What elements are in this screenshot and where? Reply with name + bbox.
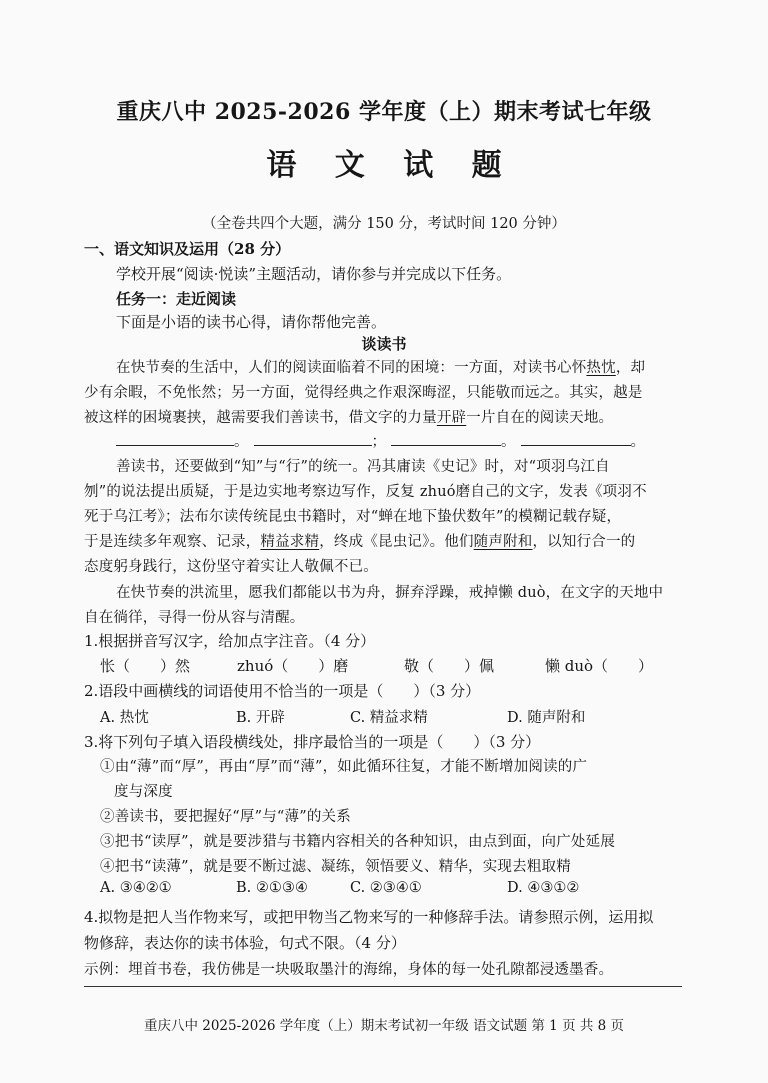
page-footer: 重庆八中 2025-2026 学年度（上）期末考试初一年级 语文试题 第 1 页 共 8 页: [143, 1018, 625, 1034]
article-text: 在快节奏的生活中，人们的阅读面临着不同的困境：一方面，对读书心怀: [116, 360, 587, 376]
article-line: [116, 356, 645, 377]
q1-item: 敬（ ）佩: [404, 657, 495, 675]
exam-title: 重庆八中 2025-2026 学年度（上）期末考试七年级: [116, 99, 652, 125]
q2-option-a[interactable]: A. 热忱: [100, 710, 149, 726]
q3-option-c[interactable]: C. ②③④①: [350, 880, 422, 896]
answer-blank[interactable]: [391, 431, 501, 446]
article-line: 态度躬身践行，这份坚守着实让人敬佩不已。: [84, 559, 378, 575]
q3-sentence: ④把书“读薄”，就是要不断过滤、凝练，领悟要义、精华，实现去粗取精: [100, 859, 571, 875]
answer-blank[interactable]: [116, 431, 234, 446]
article-text: 于是连续多年观察、记录，: [84, 534, 261, 550]
q1-item: zhuó（ ）磨: [237, 657, 349, 675]
punct: 。: [630, 434, 646, 450]
underlined-word: 热忱: [586, 360, 616, 376]
q2-option-c[interactable]: C. 精益求精: [350, 710, 428, 726]
article-line: 死于乌江考》；法布尔读传统昆虫书籍时，对“蝉在地下蛰伏数年”的模糊记载存疑，: [84, 509, 622, 525]
task-intro: 下面是小语的读书心得，请你帮他完善。: [116, 313, 387, 331]
answer-blank[interactable]: [254, 431, 372, 446]
exam-note: （全卷共四个大题，满分 150 分，考试时间 120 分钟）: [202, 216, 566, 232]
q3-option-a[interactable]: A. ③④②①: [100, 880, 172, 896]
article-text: ，终成《昆虫记》。他们: [319, 534, 474, 550]
article-line: [84, 530, 635, 551]
punct: ；: [371, 434, 387, 450]
question-4-stem: 4.拟物是把人当作物来写，或把甲物当乙物来写的一种修辞手法。请参照示例，运用拟: [84, 908, 654, 926]
article-line: 自在徜徉，寻得一份从容与清醒。: [84, 610, 305, 626]
q3-sentence: 度与深度: [114, 784, 173, 800]
article-line: 少有余暇，不免怅然；另一方面，觉得经典之作艰深晦涩，只能敬而远之。其实，越是: [84, 385, 643, 401]
q3-option-b[interactable]: B. ②①③④: [236, 880, 308, 896]
article-line: 善读书，还要做到“知”与“行”的统一。冯其庸读《史记》时，对“项羽乌江自: [116, 459, 610, 475]
underlined-word: 开辟: [436, 410, 467, 426]
answer-line: [84, 986, 682, 987]
underlined-word: 随声附和: [473, 534, 533, 550]
question-4-stem: 物修辞，表达你的读书体验，句式不限。（4 分）: [84, 934, 406, 952]
q2-option-d[interactable]: D. 随声附和: [507, 710, 586, 726]
q3-option-d[interactable]: D. ④③①②: [507, 880, 580, 896]
article-text: 被这样的困境裹挟，越需要我们善读书，借文字的力量: [84, 410, 437, 426]
subject-title: 语 文 试 题: [266, 148, 516, 183]
section-intro: 学校开展“阅读·悦读”主题活动，请你参与并完成以下任务。: [116, 265, 512, 283]
section-heading: 一、语文知识及运用（28 分）: [84, 240, 291, 258]
article-text: ，却: [615, 360, 646, 376]
question-2-stem: 2.语段中画横线的词语使用不恰当的一项是（ ）（3 分）: [84, 682, 481, 700]
q1-item: 怅（ ）然: [100, 657, 191, 675]
underlined-word: 精益求精: [260, 534, 320, 550]
question-3-stem: 3.将下列句子填入语段横线处，排序最恰当的一项是（ ）（3 分）: [84, 733, 541, 751]
answer-blank[interactable]: [521, 431, 631, 446]
q1-item: 懒 duò（ ）: [545, 657, 654, 675]
article-text: 一片自在的阅读天地。: [466, 410, 614, 426]
punct: 。: [501, 434, 516, 450]
article-line: 在快节奏的洪流里，愿我们都能以书为舟，摒弃浮躁，戒掉懒 duò，在文字的天地中: [116, 585, 664, 601]
article-line: 刎”的说法提出质疑，于是边实地考察边写作，反复 zhuó磨自己的文字，发表《项羽不: [84, 484, 647, 500]
article-title: 谈读书: [361, 335, 407, 353]
q3-sentence: ②善读书，要把握好“厚”与“薄”的关系: [100, 809, 351, 825]
article-text: ，以知行合一的: [532, 534, 636, 550]
question-4-example: 示例：埋首书卷，我仿佛是一块吸取墨汁的海绵，身体的每一处孔隙都浸透墨香。: [84, 962, 614, 978]
q3-sentence: ③把书“读厚”，就是要涉猎与书籍内容相关的各种知识，由点到面，向广处延展: [100, 834, 616, 850]
question-1-stem: 1.根据拼音写汉字，给加点字注音。（4 分）: [84, 632, 376, 650]
article-line: [84, 406, 613, 427]
q3-sentence: ①由“薄”而“厚”，再由“厚”而“薄”，如此循环往复，才能不断增加阅读的广: [100, 759, 588, 775]
punct: 。: [234, 434, 249, 450]
task-heading: 任务一：走近阅读: [116, 290, 237, 308]
q2-option-b[interactable]: B. 开辟: [236, 710, 285, 726]
fill-blank-row: [116, 430, 645, 451]
